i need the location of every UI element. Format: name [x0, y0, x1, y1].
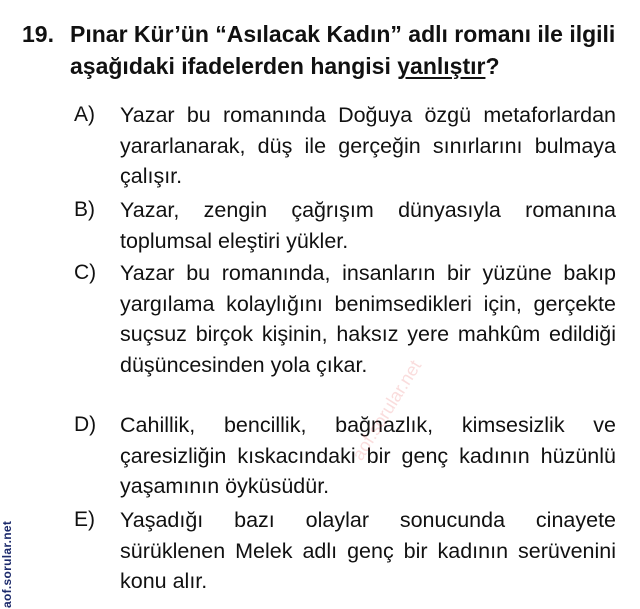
option-b-text: Yazar, zengin çağrışım dünyasıyla romanına toplumsal eleştiri yükler.: [120, 198, 616, 253]
option-b-letter: B): [74, 198, 95, 221]
option-e-letter: E): [74, 508, 95, 531]
question-mark: ?: [485, 53, 500, 79]
center-watermark: aof.sorular.net: [347, 356, 426, 464]
option-e-text: Yaşadığı bazı olaylar sonucunda cinayete sürüklenen Melek adlı genç bir kadının serüvenini konu alır.: [120, 508, 616, 593]
option-d-text: Cahillik, bencillik, bağnazlık, kimsesizlik ve çaresizliğin kıskacındaki bir genç kadının hüzünlü yaşamının öyküsüdür.: [120, 413, 616, 498]
option-a-letter: A): [74, 103, 95, 126]
option-c-letter: C): [74, 261, 97, 284]
option-a-text: Yazar bu romanında Doğuya özgü metaforlardan yararlanarak, düş ile gerçeğin sınırlarını bulmaya çalışır.: [120, 103, 616, 188]
question-number: 19.: [22, 21, 54, 47]
side-watermark: aof.sorular.net: [0, 520, 14, 608]
question-stem: [70, 18, 618, 82]
option-d-letter: D): [74, 413, 97, 436]
question-stem-text: Pınar Kür’ün “Asılacak Kadın” adlı romanı ile ilgili aşağıdaki ifadelerden hangisi: [70, 21, 616, 79]
option-c-text: Yazar bu romanında, insanların bir yüzüne bakıp yargılama kolaylığını benimsedikleri için, gerçekte suçsuz birçok kişinin, haksız yere mahkûm edildiği düşüncesinden yola çıkar.: [120, 261, 616, 377]
question-stem-emphasis: yanlıştır: [397, 53, 486, 79]
